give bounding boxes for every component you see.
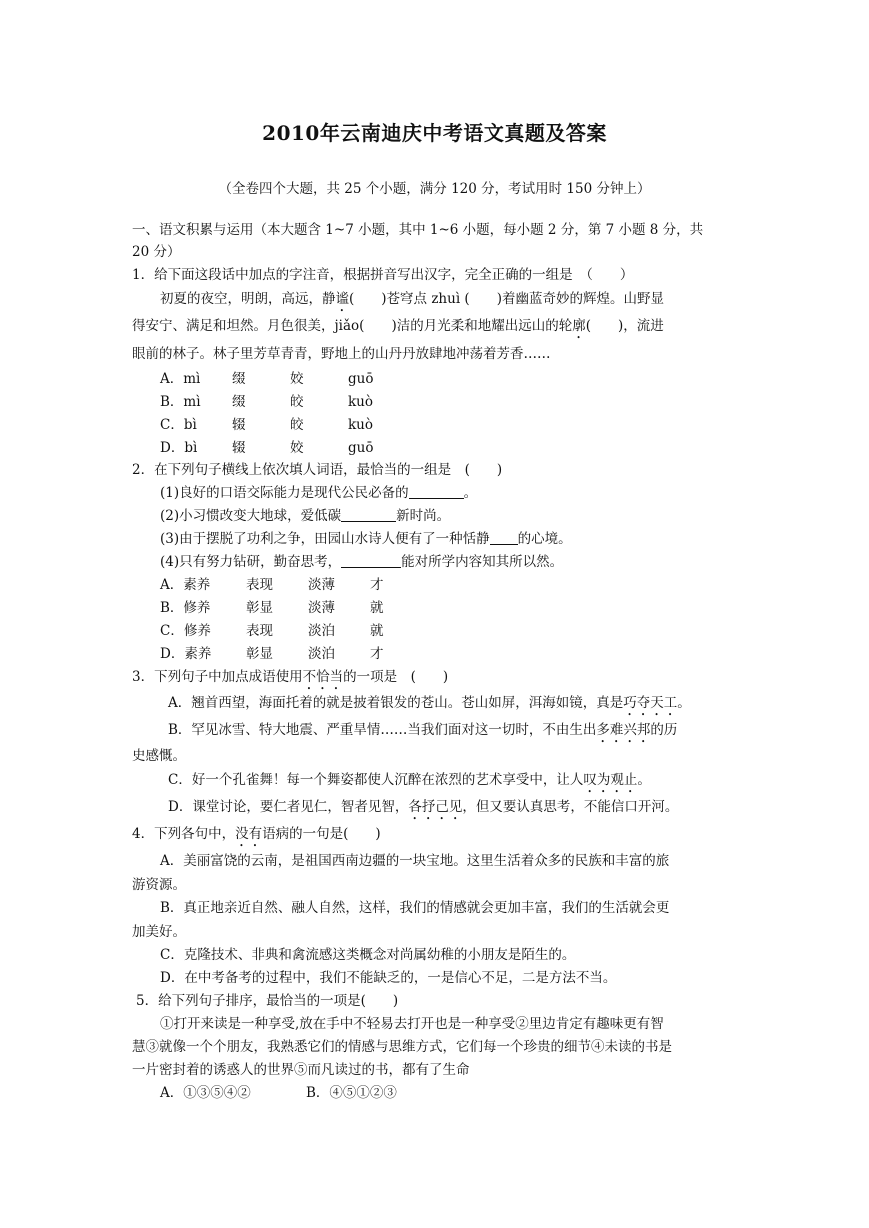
option-text: D．课堂讨论，要仁者见仁，智者见智， xyxy=(168,799,409,815)
option-cell: 淡泊 xyxy=(308,646,335,662)
sentence-text: (4)只有努力钻研，勤奋思考， xyxy=(160,554,342,570)
exam-instructions: （全卷四个大题，共 25 个小题，满分 120 分，考试用时 150 分钟上） xyxy=(218,181,651,197)
option-cell: 皎 xyxy=(290,417,304,433)
q2-option-b xyxy=(160,598,384,618)
option-cell: C．修养 xyxy=(160,623,211,639)
option-text: B．罕见冰雪、特大地震、严重旱情……当我们面对这一切时，不由生出 xyxy=(168,722,597,738)
q4-option-b-cont: 加美好。 xyxy=(132,924,186,940)
sentence-text: (3)由于摆脱了功利之争，田园山水诗人便有了一种恬静 xyxy=(160,531,490,547)
section-heading: 一、语文积累与运用（本大题含 1~7 小题，其中 1~6 小题，每小题 2 分，第 7 小题 8 分，共 xyxy=(132,222,704,238)
option-cell: 彰显 xyxy=(246,646,273,662)
fill-blank xyxy=(409,484,464,499)
q5-option-a: A．①③⑤④② xyxy=(160,1085,251,1101)
dotted-char: 谧 xyxy=(335,291,349,307)
q1-passage-text: 初夏的夜空，明朗，高远，静 xyxy=(160,291,336,307)
sentence-text: 能对所学内容知其所以然。 xyxy=(401,554,564,570)
option-text: 的历 xyxy=(650,722,678,738)
q1-passage-line xyxy=(160,289,664,315)
q4-option-d: D．在中考备考的过程中，我们不能缺乏的，一是信心不足，二是方法不当。 xyxy=(160,970,617,986)
option-cell: kuò xyxy=(348,417,374,433)
sentence-text: 新时尚。 xyxy=(396,508,451,524)
stem-text: 3．下列句子中加点成语使用 xyxy=(132,669,303,685)
section-heading-cont: 20 分） xyxy=(132,244,181,260)
q2-option-c xyxy=(160,621,384,641)
q4-stem xyxy=(132,824,381,850)
fill-blank xyxy=(341,507,396,522)
q1-passage-line xyxy=(132,316,664,342)
q2-option-d xyxy=(160,644,384,664)
option-text: 。 xyxy=(637,772,651,788)
option-cell: 辍 xyxy=(232,440,246,456)
option-cell: D．bì xyxy=(160,440,198,456)
dotted-char: 廓 xyxy=(572,318,586,334)
q1-passage-line: 眼前的林子。林子里芳草青青，野地上的山丹丹放肆地冲荡着芳香…… xyxy=(132,346,551,362)
q1-passage-text: ( )，流进 xyxy=(585,318,664,334)
q4-option-a-cont: 游资源。 xyxy=(132,877,186,893)
option-cell: 淡薄 xyxy=(308,600,335,616)
option-cell: 就 xyxy=(370,623,384,639)
option-text: 。 xyxy=(677,695,691,711)
q3-option-b xyxy=(168,720,677,746)
q2-sentence-4 xyxy=(160,552,563,572)
q2-stem: 2．在下列句子横线上依次填人词语，最恰当的一组是 ( ) xyxy=(132,462,503,478)
sentence-text: (2)小习惯改变大地球，爱低碳 xyxy=(160,508,342,524)
q5-sentences-cont: 一片密封着的诱惑人的世界⑤而凡读过的书，都有了生命 xyxy=(132,1062,470,1078)
q5-stem: 5．给下列句子排序，最恰当的一项是( ) xyxy=(136,993,399,1009)
sentence-text: (1)良好的口语交际能力是现代公民必备的 xyxy=(160,485,409,501)
dotted-idiom: 叹为观止 xyxy=(583,772,638,788)
dotted-text: 不恰当 xyxy=(302,669,344,685)
dotted-idiom: 巧夺天工 xyxy=(623,695,678,711)
dotted-idiom: 各抒己见 xyxy=(408,799,463,815)
option-cell: 缀 xyxy=(232,394,246,410)
q4-option-c: C．克隆技术、非典和禽流感这类概念对尚属幼稚的小朋友是陌生的。 xyxy=(160,947,576,963)
page-title: 2010年云南迪庆中考语文真题及答案 xyxy=(262,121,607,145)
option-text: ，但又要认真思考，不能信口开河。 xyxy=(462,799,679,815)
option-cell: B．修养 xyxy=(160,600,211,616)
option-cell: 才 xyxy=(370,577,384,593)
q5-sentences: ①打开来读是一种享受,放在手中不轻易去打开也是一种享受②里边肯定有趣味更有智 xyxy=(160,1016,664,1032)
option-text: C．好一个孔雀舞！每一个舞姿都使人沉醉在浓烈的艺术享受中，让人 xyxy=(168,772,584,788)
q3-option-b-cont: 史感慨。 xyxy=(132,748,186,764)
stem-text: 4．下列各句中， xyxy=(132,826,236,842)
q5-option-b: B．④⑤①②③ xyxy=(306,1085,397,1101)
option-cell: A．mì xyxy=(160,371,201,387)
q5-sentences-cont: 慧③就像一个个朋友，我熟悉它们的情感与思维方式，它们每一个珍贵的细节④未读的书是 xyxy=(132,1039,672,1055)
fill-blank xyxy=(341,553,401,568)
q1-stem: 1．给下面这段话中加点的字注音，根据拼音写出汉字，完全正确的一组是 （ ） xyxy=(132,267,634,283)
option-cell: 表现 xyxy=(246,623,273,639)
option-cell: 就 xyxy=(370,600,384,616)
q4-option-a: A．美丽富饶的云南，是祖国西南边疆的一块宝地。这里生活着众多的民族和丰富的旅 xyxy=(160,853,670,869)
option-cell: guō xyxy=(348,371,374,387)
q2-sentence-3 xyxy=(160,529,572,549)
q4-option-b: B．真正地亲近自然、融人自然，这样，我们的情感就会更加丰富，我们的生活就会更 xyxy=(160,900,670,916)
q1-option-b xyxy=(160,392,373,412)
option-cell: 彰显 xyxy=(246,600,273,616)
q3-option-c xyxy=(168,770,651,796)
option-cell: B．mì xyxy=(160,394,201,410)
option-cell: 淡泊 xyxy=(308,623,335,639)
option-cell: 表现 xyxy=(246,577,273,593)
option-cell: 才 xyxy=(370,646,384,662)
q1-passage-text: 得安宁、满足和坦然。月色很美，jiǎo( )洁的月光柔和地耀出远山的轮 xyxy=(132,318,573,334)
q3-option-a xyxy=(168,693,691,719)
q1-option-c xyxy=(160,415,373,435)
option-cell: 姣 xyxy=(290,371,304,387)
option-cell: D．素养 xyxy=(160,646,212,662)
q1-passage-text: ( )苍穹点 zhuì ( )着幽蓝奇妙的辉煌。山野显 xyxy=(349,291,664,307)
option-cell: 辍 xyxy=(232,417,246,433)
option-cell: 姣 xyxy=(290,440,304,456)
sentence-text: 。 xyxy=(463,485,478,501)
q2-option-a xyxy=(160,575,384,595)
option-cell: A．素养 xyxy=(160,577,211,593)
option-cell: guō xyxy=(348,440,374,456)
fill-blank xyxy=(490,530,518,545)
q5-options xyxy=(160,1083,397,1103)
q2-sentence-2 xyxy=(160,506,450,526)
stem-text: 语病的一句是( ) xyxy=(262,826,381,842)
option-cell: C．bì xyxy=(160,417,197,433)
dotted-idiom: 多难兴邦 xyxy=(596,722,651,738)
q2-sentence-1 xyxy=(160,483,477,503)
option-cell: 皎 xyxy=(290,394,304,410)
option-text: A．翘首西望，海面托着的就是披着银发的苍山。苍山如屏，洱海如镜，真是 xyxy=(168,695,624,711)
dotted-text: 没有 xyxy=(235,826,263,842)
option-cell: 淡薄 xyxy=(308,577,335,593)
q1-option-d xyxy=(160,438,373,458)
stem-text: 的一项是 ( ) xyxy=(343,669,449,685)
q1-option-a xyxy=(160,369,373,389)
q3-option-d xyxy=(168,797,678,823)
q3-stem xyxy=(132,667,448,693)
option-cell: kuò xyxy=(348,394,374,410)
sentence-text: 的心境。 xyxy=(517,531,572,547)
option-cell: 缀 xyxy=(232,371,246,387)
